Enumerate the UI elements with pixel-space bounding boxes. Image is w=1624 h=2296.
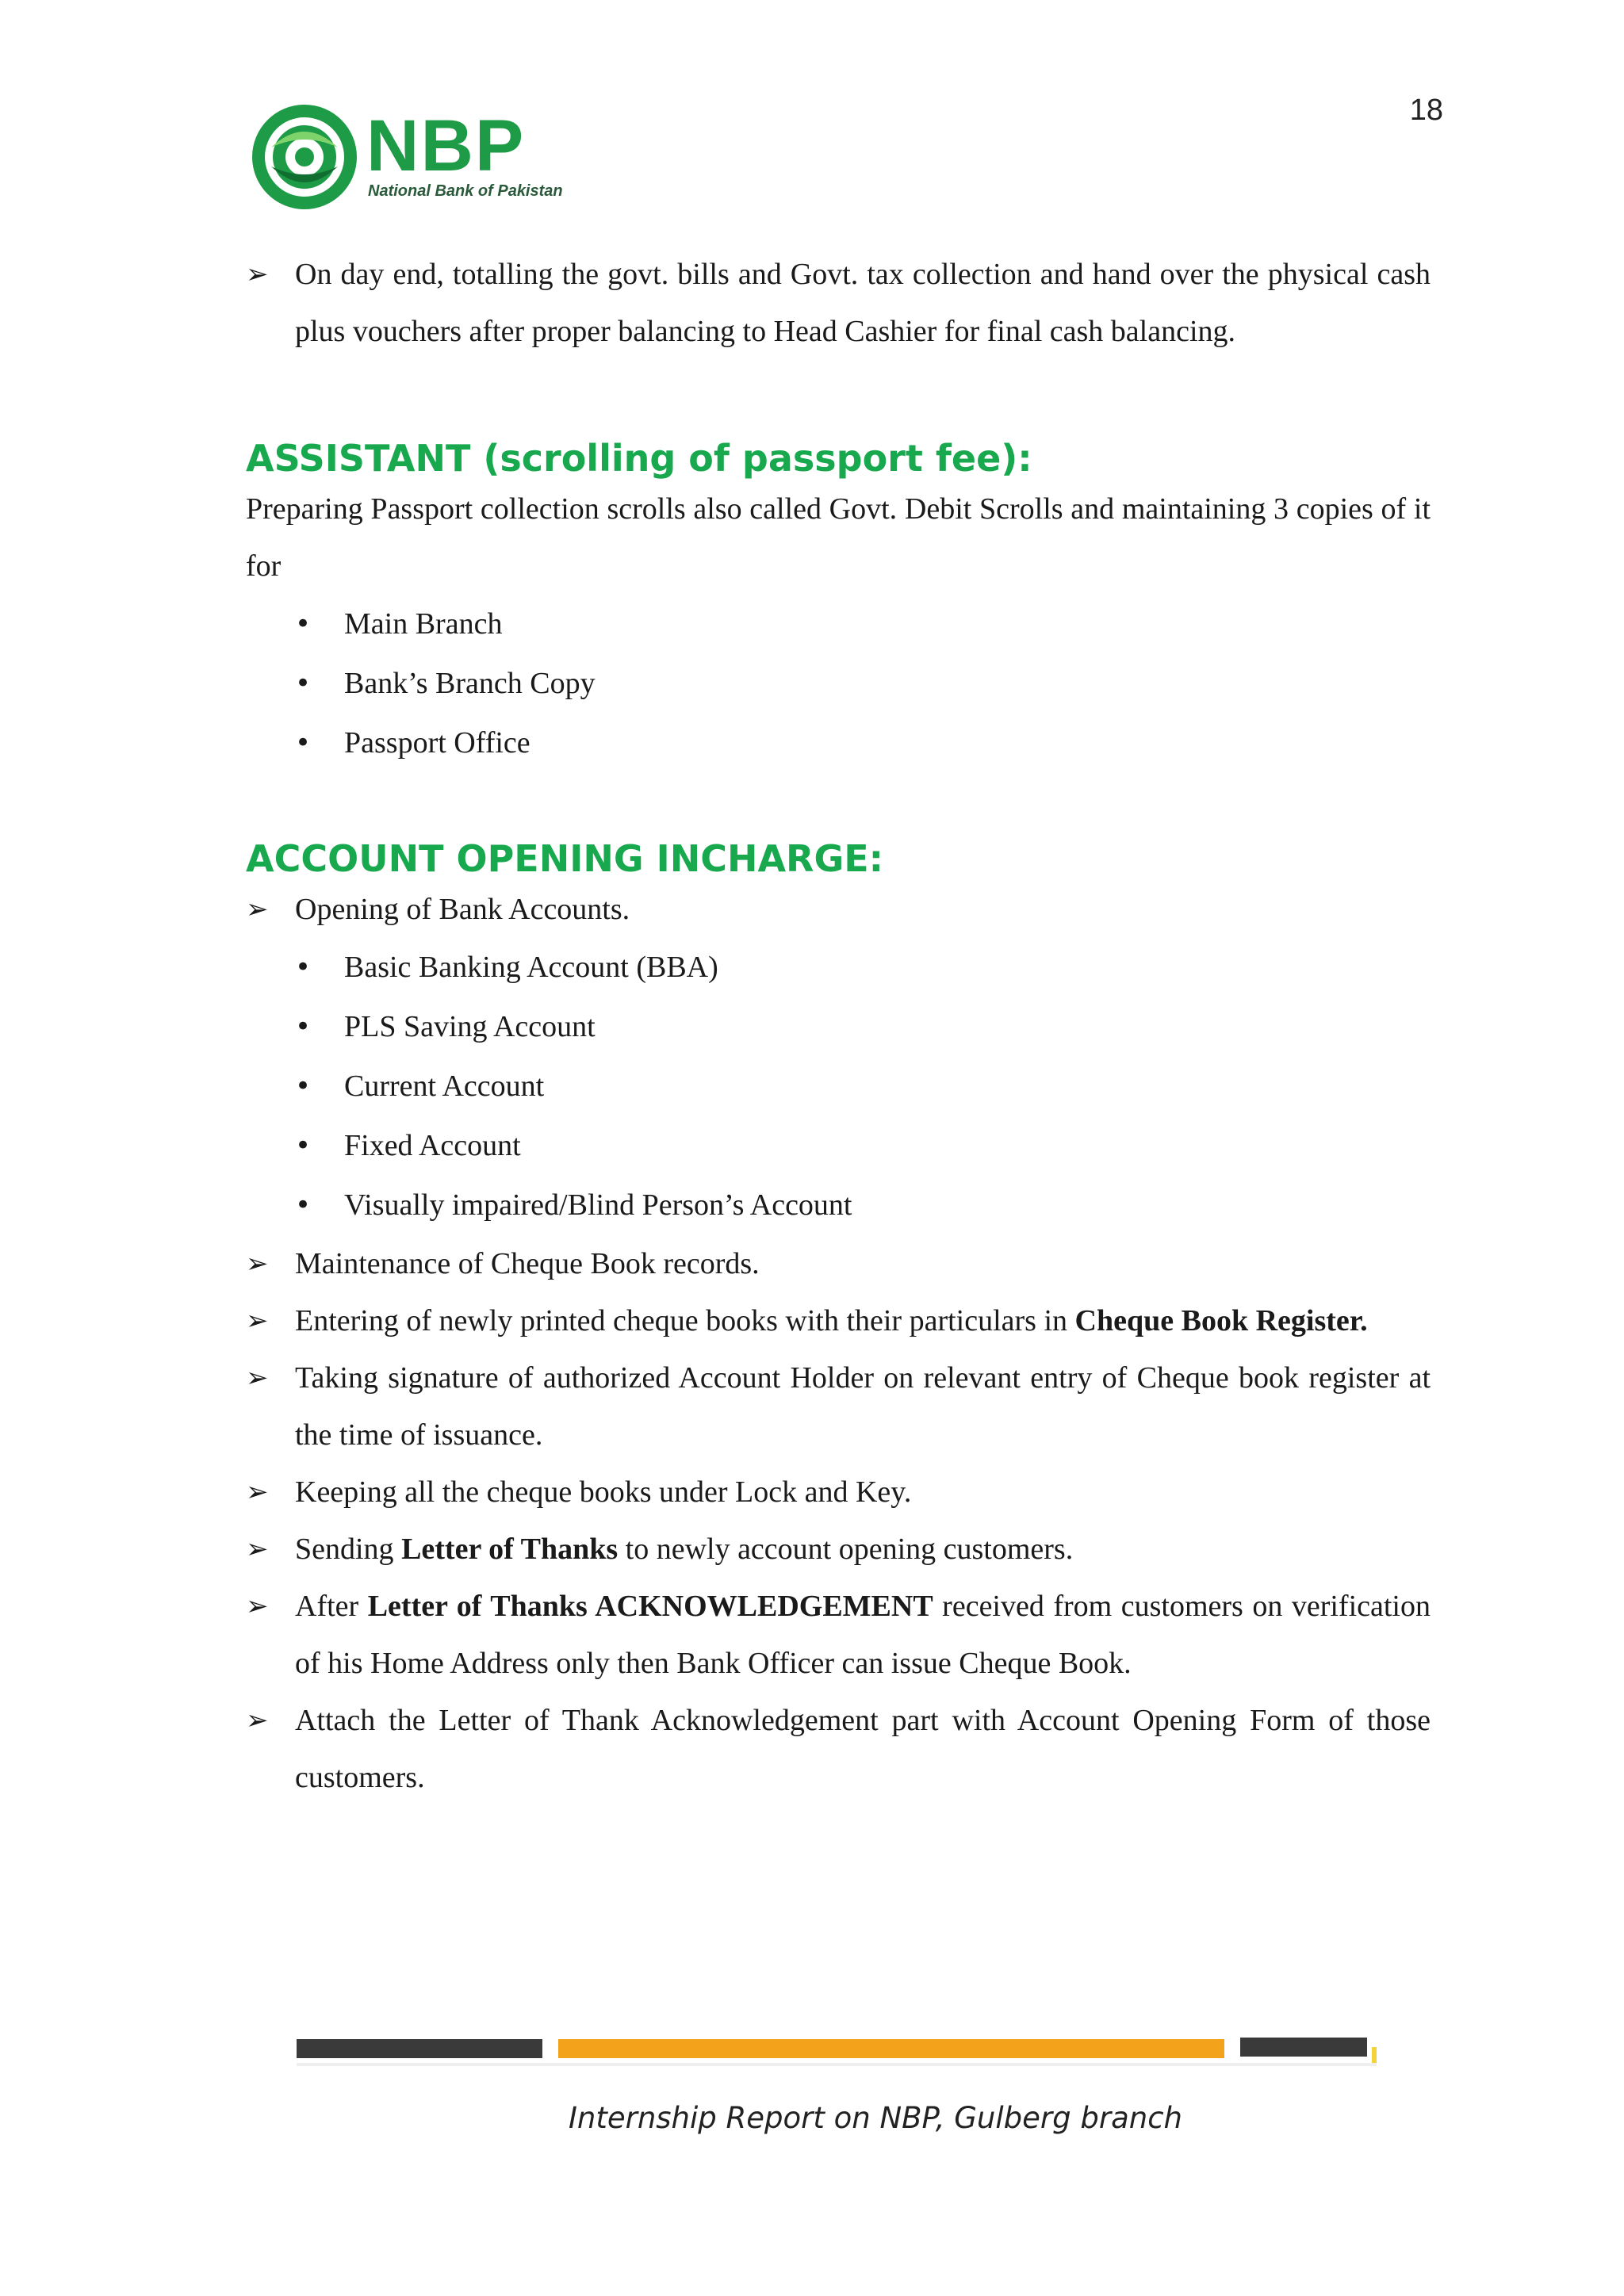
item-text: to newly account opening customers. (618, 1533, 1074, 1566)
list-item (246, 654, 1431, 714)
footer-bar-dark-right (1240, 2038, 1367, 2057)
bullet-text: Passport Office (344, 726, 530, 760)
footer-divider (297, 2034, 1391, 2074)
arrow-bullet-icon: ➢ (246, 1705, 269, 1736)
bullet-text: PLS Saving Account (344, 1010, 596, 1043)
bullet-icon: • (295, 1070, 312, 1102)
logo-wordmark: NBP (366, 105, 526, 186)
arrow-bullet-icon: ➢ (246, 258, 269, 290)
intro-text: On day end, totalling the govt. bills and Govt. tax collection and hand over the physical cash plus vouchers after proper balancing to Head Cashier for final cash balancing. (295, 258, 1431, 348)
item-text: Taking signature of authorized Account Holder on relevant entry of Cheque book register at the time of issuance. (295, 1361, 1431, 1452)
page-number: 18 (1409, 94, 1443, 127)
assistant-paragraph: Preparing Passport collection scrolls also called Govt. Debit Scrolls and maintaining 3 copies of it for (246, 492, 1431, 583)
list-item (246, 1292, 1431, 1349)
list-item (246, 997, 1431, 1057)
bullet-icon: • (295, 1189, 312, 1221)
list-item (246, 1057, 1431, 1116)
list-item (246, 938, 1431, 997)
item-bold-text: Cheque Book Register. (1074, 1304, 1368, 1337)
item-bold-text: Letter of Thanks (401, 1533, 619, 1566)
arrow-bullet-icon: ➢ (246, 1476, 269, 1508)
footer-bar-orange (558, 2039, 1224, 2058)
bullet-text: Visually impaired/Blind Person’s Account (344, 1188, 852, 1222)
arrow-bullet-icon: ➢ (246, 1305, 269, 1337)
list-item (246, 246, 1431, 360)
list-item (246, 1176, 1431, 1235)
bullet-icon: • (295, 668, 312, 699)
list-item (246, 1116, 1431, 1176)
list-item (246, 1235, 1431, 1292)
arrow-bullet-icon: ➢ (246, 1590, 269, 1622)
bullet-icon: • (295, 1011, 312, 1043)
bullet-icon: • (295, 608, 312, 640)
page-content (246, 246, 1431, 1806)
bullet-text: Current Account (344, 1070, 545, 1103)
arrow-bullet-icon: ➢ (246, 894, 269, 925)
arrow-bullet-icon: ➢ (246, 1533, 269, 1565)
footer-bar-yellow-line (297, 2063, 1377, 2066)
bullet-text: Main Branch (344, 607, 503, 641)
logo-tagline: National Bank of Pakistan (368, 182, 563, 200)
item-text: Sending (295, 1533, 402, 1566)
list-item (246, 881, 1431, 938)
bullet-text: Basic Banking Account (BBA) (344, 951, 718, 984)
item-text: Opening of Bank Accounts. (295, 893, 630, 926)
list-item (246, 1578, 1431, 1692)
item-text: received from customers on verification of his Home Address only then Bank Officer can issue Cheque Book. (295, 1590, 1431, 1680)
bullet-icon: • (295, 727, 312, 759)
list-item (246, 714, 1431, 773)
item-text: Maintenance of Cheque Book records. (295, 1247, 760, 1280)
bullet-text: Fixed Account (344, 1129, 521, 1162)
arrow-bullet-icon: ➢ (246, 1248, 269, 1280)
bullet-icon: • (295, 951, 312, 983)
list-item (246, 1349, 1431, 1464)
bullet-icon: • (295, 1130, 312, 1161)
nbp-emblem-icon (247, 100, 366, 219)
assistant-heading: ASSISTANT (scrolling of passport fee): (246, 437, 1032, 480)
footer-caption: Internship Report on NBP, Gulberg branch (568, 2101, 1182, 2135)
account-opening-heading: ACCOUNT OPENING INCHARGE: (246, 837, 884, 880)
list-item (246, 1692, 1431, 1806)
item-text: After (295, 1590, 368, 1623)
list-item (246, 1464, 1431, 1521)
bullet-text: Bank’s Branch Copy (344, 667, 596, 700)
item-text: Keeping all the cheque books under Lock and Key. (295, 1475, 912, 1509)
list-item (246, 595, 1431, 654)
footer-bar-dark-left (297, 2039, 542, 2058)
item-text: Entering of newly printed cheque books with their particulars in (295, 1304, 1075, 1337)
nbp-logo (247, 100, 612, 219)
arrow-bullet-icon: ➢ (246, 1362, 269, 1394)
list-item (246, 1521, 1431, 1578)
item-text: Attach the Letter of Thank Acknowledgement part with Account Opening Form of those customers. (295, 1704, 1431, 1794)
item-bold-text: Letter of Thanks ACKNOWLEDGEMENT (367, 1590, 933, 1623)
